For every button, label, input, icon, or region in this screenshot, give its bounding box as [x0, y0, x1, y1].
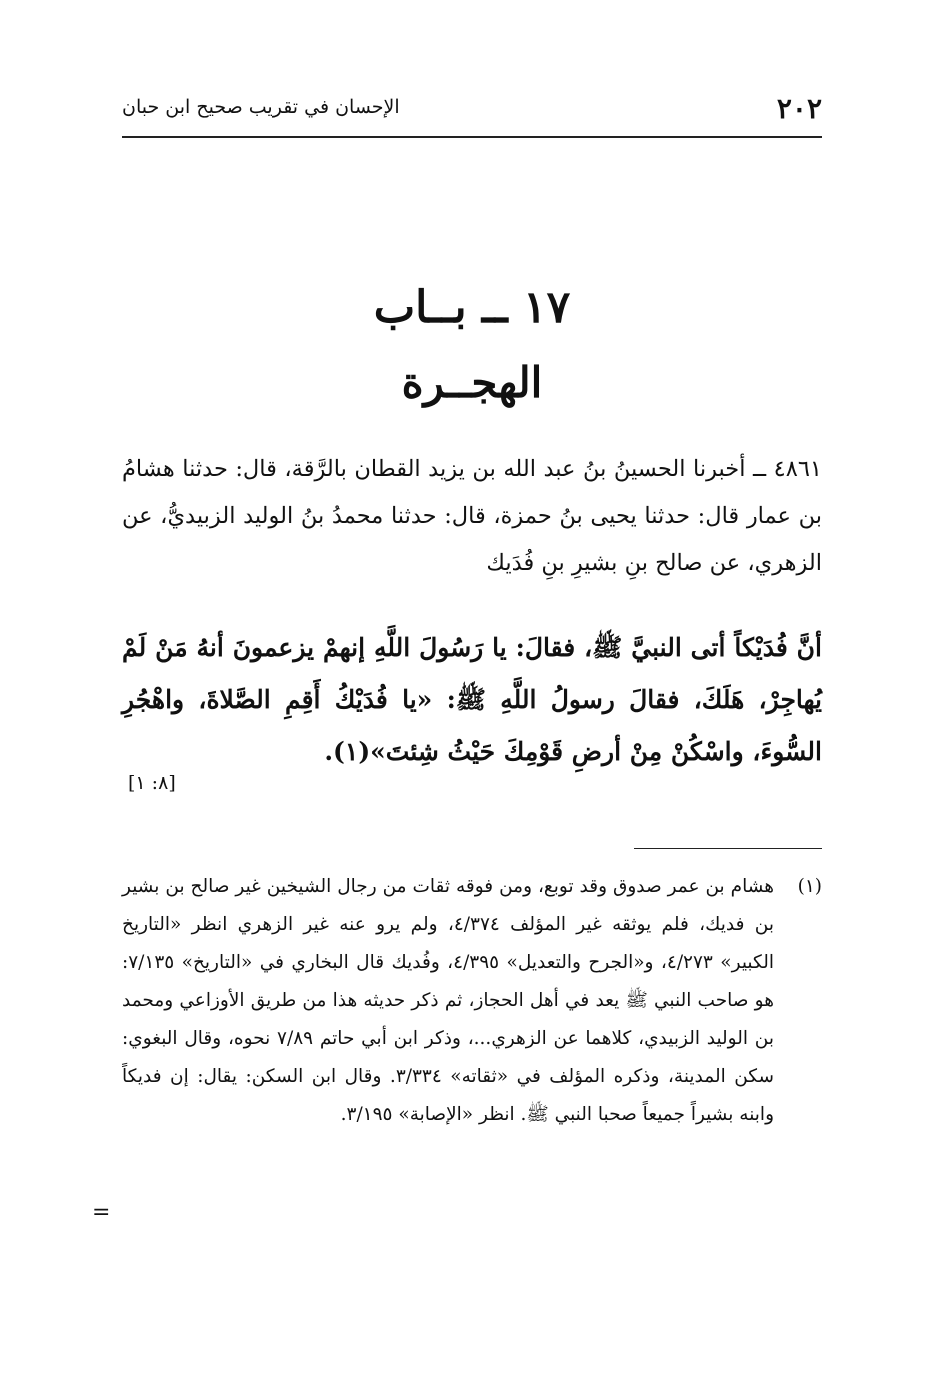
- footnote-text: هشام بن عمر صدوق وقد توبع، ومن فوقه ثقات من رجال الشيخين غير صالح بن بشير بن فديك، فلم يوثقه غير المؤلف ٤/٣٧٤، ولم يرو عنه غير الزهري انظر «التاريخ الكبير» ٤/٢٧٣، و«الجرح والتعديل» ٤/٣٩٥، وفُديك قال البخاري في «التاريخ» ٧/١٣٥: هو صاحب النبي ﷺ يعد في أهل الحجاز، ثم ذكر حديثه هذا من طريق الأوزاعي ومحمد بن الوليد الزبيدي، كلاهما عن الزهري...، وذكر ابن أبي حاتم ٧/٨٩ نحوه، وقال البغوي: سكن المدينة، وذكره المؤلف في «ثقاته» ٣/٣٣٤. وقال ابن السكن: يقال: إن فديكاً وابنه بشيراً جميعاً صحبا النبي ﷺ. انظر «الإصابة» ٣/١٩٥.: [122, 876, 774, 1125]
- running-header: [122, 88, 822, 128]
- hadith-isnad: ٤٨٦١ ــ أخبرنا الحسينُ بنُ عبد الله بن يزيد القطان بالرَّقة، قال: حدثنا هشامُ بن عمار قال: حدثنا يحيى بنُ حمزة، قال: حدثنا محمدُ بنُ الوليد الزبيديُّ، عن الزهري، عن صالح بنِ بشيرِ بنِ فُدَيك: [122, 456, 822, 576]
- header-divider: [122, 136, 822, 138]
- chapter-title: الهجــرة: [401, 358, 543, 407]
- chapter-heading: ١٧ ــ بــاب: [373, 282, 571, 333]
- book-title: الإحسان في تقريب صحيح ابن حبان: [122, 96, 400, 118]
- hadith-reference: [٨: ١]: [128, 772, 176, 794]
- margin-mark: =: [92, 1200, 111, 1225]
- hadith-matn: أنَّ فُدَيْكاً أتى النبيَّ ﷺ، فقالَ: يا رَسُولَ اللَّهِ إنهمْ يزعمونَ أنهُ مَنْ لَمْ يُهاجِرْ، هَلَكَ، فقالَ رسولُ اللَّهِ ﷺ: «يا فُدَيْكُ أَقِمِ الصَّلاةَ، واهْجُرِ السُّوءَ، واسْكُنْ مِنْ أرضِ قَوْمِكَ حَيْثُ شِئتَ»(١).: [122, 633, 822, 766]
- footnote: [122, 868, 822, 1134]
- footnote-marker: (١): [797, 876, 822, 897]
- page-number: ٢٠٢: [776, 92, 822, 125]
- footnote-divider: [634, 848, 822, 849]
